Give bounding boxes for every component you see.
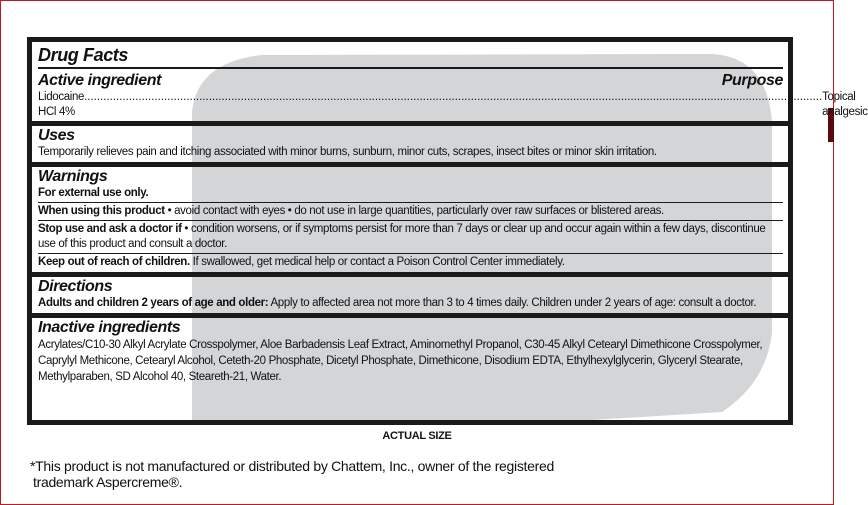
uses-heading: Uses [38, 127, 75, 144]
keep-out-text: Keep out of reach of children. If swallowed, get medical help or contact a Poison Control Center immediately. [38, 256, 565, 268]
section-directions [32, 277, 788, 311]
drug-facts-label [27, 37, 868, 425]
directions-text: Adults and children 2 years of age and older: Apply to affected area not more than 3 to 4 times daily. Children under 2 years of age: consult a doctor. [38, 297, 757, 309]
footnote-line-2: trademark Aspercreme®. [33, 474, 183, 490]
directions-heading: Directions [38, 278, 113, 295]
purpose-value: Topical analgesic [822, 91, 868, 118]
active-ingredient: Lidocaine HCl 4% [38, 91, 85, 118]
active-ingredient-heading: Active ingredient [38, 72, 162, 89]
stop-use-text: Stop use and ask a doctor if • condition worsens, or if symptoms persist for more than 7 days or clear up and occur again within a few days, discontinue use of this product and consult a doctor. [38, 223, 766, 250]
footnote-line-1: *This product is not manufactured or distributed by Chattem, Inc., owner of the registered [30, 458, 554, 474]
external-use-text: For external use only. [38, 187, 149, 199]
footnote [30, 458, 710, 490]
divider [38, 67, 783, 69]
when-using-text: When using this product • avoid contact with eyes • do not use in large quantities, particularly over raw surfaces or blistered areas. [38, 205, 664, 217]
divider [38, 253, 783, 254]
uses-text: Temporarily relieves pain and itching associated with minor burns, sunburn, minor cuts, scrapes, insect bites or minor skin irritation. [38, 146, 657, 158]
inactive-text: Acrylates/C10-30 Alkyl Acrylate Crosspolymer, Aloe Barbadensis Leaf Extract, Aminomethyl Propanol, C30-45 Alkyl Cetearyl Dimethicone Crosspolymer, Caprylyl Methicone, Cetearyl Alcohol, Ceteth-20 Phosphate, Dicetyl Phosphate, Dimethicone, Disodium EDTA, Ethylhexylglycerin, Glyceryl Stearate, Methylparaben, SD Alcohol 40, Steareth-21, Water. [38, 339, 763, 383]
section-uses [32, 126, 788, 160]
section-warnings [32, 167, 788, 270]
divider [38, 202, 783, 203]
section-title [32, 43, 868, 120]
inactive-heading: Inactive ingredients [38, 319, 181, 336]
purpose-heading: Purpose [721, 72, 783, 89]
leader-dots: ....................................................................................................................................................................................................................................... [84, 91, 823, 103]
section-inactive [32, 318, 788, 385]
divider [38, 220, 783, 221]
drug-facts-title: Drug Facts [38, 45, 129, 65]
warnings-heading: Warnings [38, 168, 108, 185]
actual-size-caption: ACTUAL SIZE [382, 430, 452, 442]
